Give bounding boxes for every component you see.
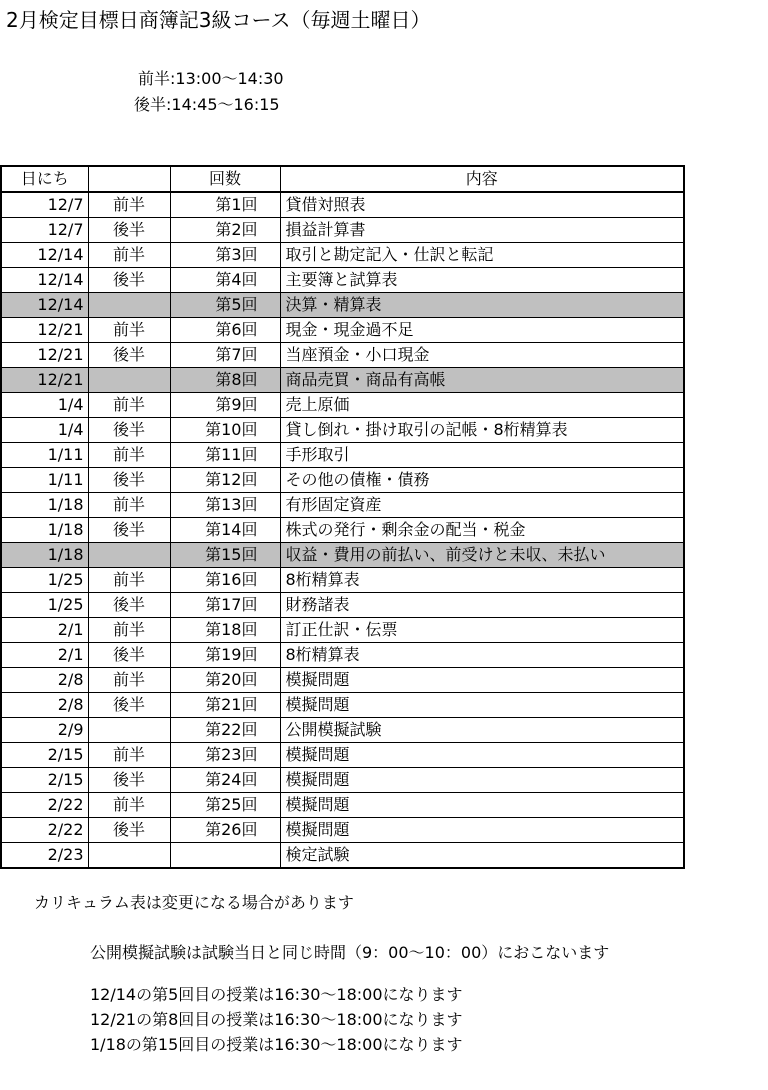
- row-content: 8桁精算表: [280, 643, 684, 668]
- row-date: 2/15: [1, 768, 88, 793]
- row-content: 有形固定資産: [280, 493, 684, 518]
- table-row: [1, 192, 684, 218]
- table-row: [1, 318, 684, 343]
- row-date: 12/7: [1, 192, 88, 218]
- schedule-body: [1, 192, 684, 868]
- row-content: 模擬問題: [280, 668, 684, 693]
- row-date: 2/8: [1, 668, 88, 693]
- row-part: 前半: [88, 443, 170, 468]
- row-part: [88, 293, 170, 318]
- table-row: [1, 618, 684, 643]
- table-row: [1, 818, 684, 843]
- table-row: [1, 693, 684, 718]
- mock-exam-note: 公開模擬試験は試験当日と同じ時間（9：00～10：00）におこないます: [90, 943, 610, 962]
- row-content: その他の債権・債務: [280, 468, 684, 493]
- row-part: 後半: [88, 643, 170, 668]
- row-number: 第3回: [170, 243, 280, 268]
- table-row: [1, 368, 684, 393]
- row-number: 第18回: [170, 618, 280, 643]
- table-row: [1, 843, 684, 869]
- row-content: 模擬問題: [280, 793, 684, 818]
- row-part: 前半: [88, 618, 170, 643]
- schedule-change-note: 1/18の第15回目の授業は16:30～18:00になります: [90, 1035, 463, 1054]
- row-part: 前半: [88, 393, 170, 418]
- row-number: 第9回: [170, 393, 280, 418]
- table-row: [1, 743, 684, 768]
- row-number: 第19回: [170, 643, 280, 668]
- row-content: 貸し倒れ・掛け取引の記帳・8桁精算表: [280, 418, 684, 443]
- schedule-change-note: 12/14の第5回目の授業は16:30～18:00になります: [90, 985, 463, 1004]
- row-number: 第13回: [170, 493, 280, 518]
- row-date: 2/23: [1, 843, 88, 869]
- row-number: 第24回: [170, 768, 280, 793]
- row-content: 検定試験: [280, 843, 684, 869]
- row-number: 第6回: [170, 318, 280, 343]
- row-part: 前半: [88, 793, 170, 818]
- row-date: 1/4: [1, 393, 88, 418]
- row-part: 後半: [88, 468, 170, 493]
- header-content: 内容: [280, 166, 684, 192]
- row-number: 第2回: [170, 218, 280, 243]
- row-part: [88, 543, 170, 568]
- curriculum-note: カリキュラム表は変更になる場合があります: [34, 893, 354, 912]
- row-number: 第1回: [170, 192, 280, 218]
- row-content: 8桁精算表: [280, 568, 684, 593]
- row-date: 12/14: [1, 243, 88, 268]
- table-row: [1, 493, 684, 518]
- row-date: 1/11: [1, 468, 88, 493]
- row-part: 後半: [88, 268, 170, 293]
- table-row: [1, 243, 684, 268]
- row-content: 公開模擬試験: [280, 718, 684, 743]
- row-part: 前半: [88, 192, 170, 218]
- row-part: 後半: [88, 418, 170, 443]
- row-content: 現金・現金過不足: [280, 318, 684, 343]
- table-row: [1, 518, 684, 543]
- row-number: 第11回: [170, 443, 280, 468]
- row-content: 手形取引: [280, 443, 684, 468]
- row-part: 後半: [88, 818, 170, 843]
- row-number: 第16回: [170, 568, 280, 593]
- row-number: 第20回: [170, 668, 280, 693]
- row-date: 2/15: [1, 743, 88, 768]
- first-half-time: 前半:13:00～14:30: [138, 69, 284, 88]
- table-row: [1, 443, 684, 468]
- row-date: 12/21: [1, 318, 88, 343]
- header-part: [88, 166, 170, 192]
- row-date: 1/18: [1, 493, 88, 518]
- row-part: 前半: [88, 243, 170, 268]
- row-content: 模擬問題: [280, 818, 684, 843]
- table-row: [1, 718, 684, 743]
- row-part: [88, 368, 170, 393]
- row-number: 第15回: [170, 543, 280, 568]
- row-content: 売上原価: [280, 393, 684, 418]
- row-content: 株式の発行・剰余金の配当・税金: [280, 518, 684, 543]
- table-row: [1, 293, 684, 318]
- table-row: [1, 418, 684, 443]
- row-content: 当座預金・小口現金: [280, 343, 684, 368]
- header-date: 日にち: [1, 166, 88, 192]
- row-content: 貸借対照表: [280, 192, 684, 218]
- row-date: 2/22: [1, 793, 88, 818]
- row-content: 訂正仕訳・伝票: [280, 618, 684, 643]
- row-date: 1/11: [1, 443, 88, 468]
- table-row: [1, 343, 684, 368]
- second-half-time: 後半:14:45～16:15: [134, 95, 280, 114]
- row-date: 12/7: [1, 218, 88, 243]
- row-number: [170, 843, 280, 869]
- row-content: 模擬問題: [280, 743, 684, 768]
- row-date: 2/1: [1, 643, 88, 668]
- row-number: 第14回: [170, 518, 280, 543]
- row-number: 第26回: [170, 818, 280, 843]
- row-part: [88, 843, 170, 869]
- row-content: 財務諸表: [280, 593, 684, 618]
- row-part: [88, 718, 170, 743]
- row-part: 後半: [88, 693, 170, 718]
- row-date: 2/8: [1, 693, 88, 718]
- row-part: 後半: [88, 518, 170, 543]
- row-date: 12/21: [1, 343, 88, 368]
- row-number: 第12回: [170, 468, 280, 493]
- row-part: 前半: [88, 318, 170, 343]
- row-date: 2/1: [1, 618, 88, 643]
- row-content: 模擬問題: [280, 693, 684, 718]
- row-part: 後半: [88, 218, 170, 243]
- row-number: 第25回: [170, 793, 280, 818]
- row-content: 取引と勘定記入・仕訳と転記: [280, 243, 684, 268]
- row-part: 後半: [88, 343, 170, 368]
- row-date: 12/14: [1, 268, 88, 293]
- table-row: [1, 218, 684, 243]
- row-content: 決算・精算表: [280, 293, 684, 318]
- table-row: [1, 793, 684, 818]
- row-date: 1/4: [1, 418, 88, 443]
- row-date: 1/25: [1, 568, 88, 593]
- schedule-table: [0, 165, 685, 869]
- row-content: 損益計算書: [280, 218, 684, 243]
- row-content: 主要簿と試算表: [280, 268, 684, 293]
- row-part: 前半: [88, 568, 170, 593]
- table-row: [1, 268, 684, 293]
- row-part: 後半: [88, 768, 170, 793]
- row-content: 模擬問題: [280, 768, 684, 793]
- row-number: 第10回: [170, 418, 280, 443]
- row-date: 2/9: [1, 718, 88, 743]
- header-number: 回数: [170, 166, 280, 192]
- schedule-change-note: 12/21の第8回目の授業は16:30～18:00になります: [90, 1010, 463, 1029]
- table-header-row: [1, 166, 684, 192]
- table-row: [1, 393, 684, 418]
- row-content: 商品売買・商品有高帳: [280, 368, 684, 393]
- row-part: 前半: [88, 668, 170, 693]
- row-date: 1/18: [1, 543, 88, 568]
- table-row: [1, 668, 684, 693]
- row-content: 収益・費用の前払い、前受けと未収、未払い: [280, 543, 684, 568]
- table-row: [1, 568, 684, 593]
- table-row: [1, 768, 684, 793]
- row-part: 前半: [88, 493, 170, 518]
- row-number: 第5回: [170, 293, 280, 318]
- row-date: 1/25: [1, 593, 88, 618]
- table-row: [1, 543, 684, 568]
- row-part: 後半: [88, 593, 170, 618]
- row-number: 第8回: [170, 368, 280, 393]
- table-row: [1, 593, 684, 618]
- row-number: 第4回: [170, 268, 280, 293]
- row-number: 第22回: [170, 718, 280, 743]
- page-title: 2月検定目標日商簿記3級コース（毎週土曜日）: [6, 8, 431, 32]
- row-number: 第17回: [170, 593, 280, 618]
- row-date: 12/14: [1, 293, 88, 318]
- row-number: 第23回: [170, 743, 280, 768]
- schedule-change-notes: [90, 982, 463, 1057]
- row-number: 第21回: [170, 693, 280, 718]
- row-number: 第7回: [170, 343, 280, 368]
- row-date: 2/22: [1, 818, 88, 843]
- row-date: 12/21: [1, 368, 88, 393]
- row-date: 1/18: [1, 518, 88, 543]
- table-row: [1, 468, 684, 493]
- row-part: 前半: [88, 743, 170, 768]
- table-row: [1, 643, 684, 668]
